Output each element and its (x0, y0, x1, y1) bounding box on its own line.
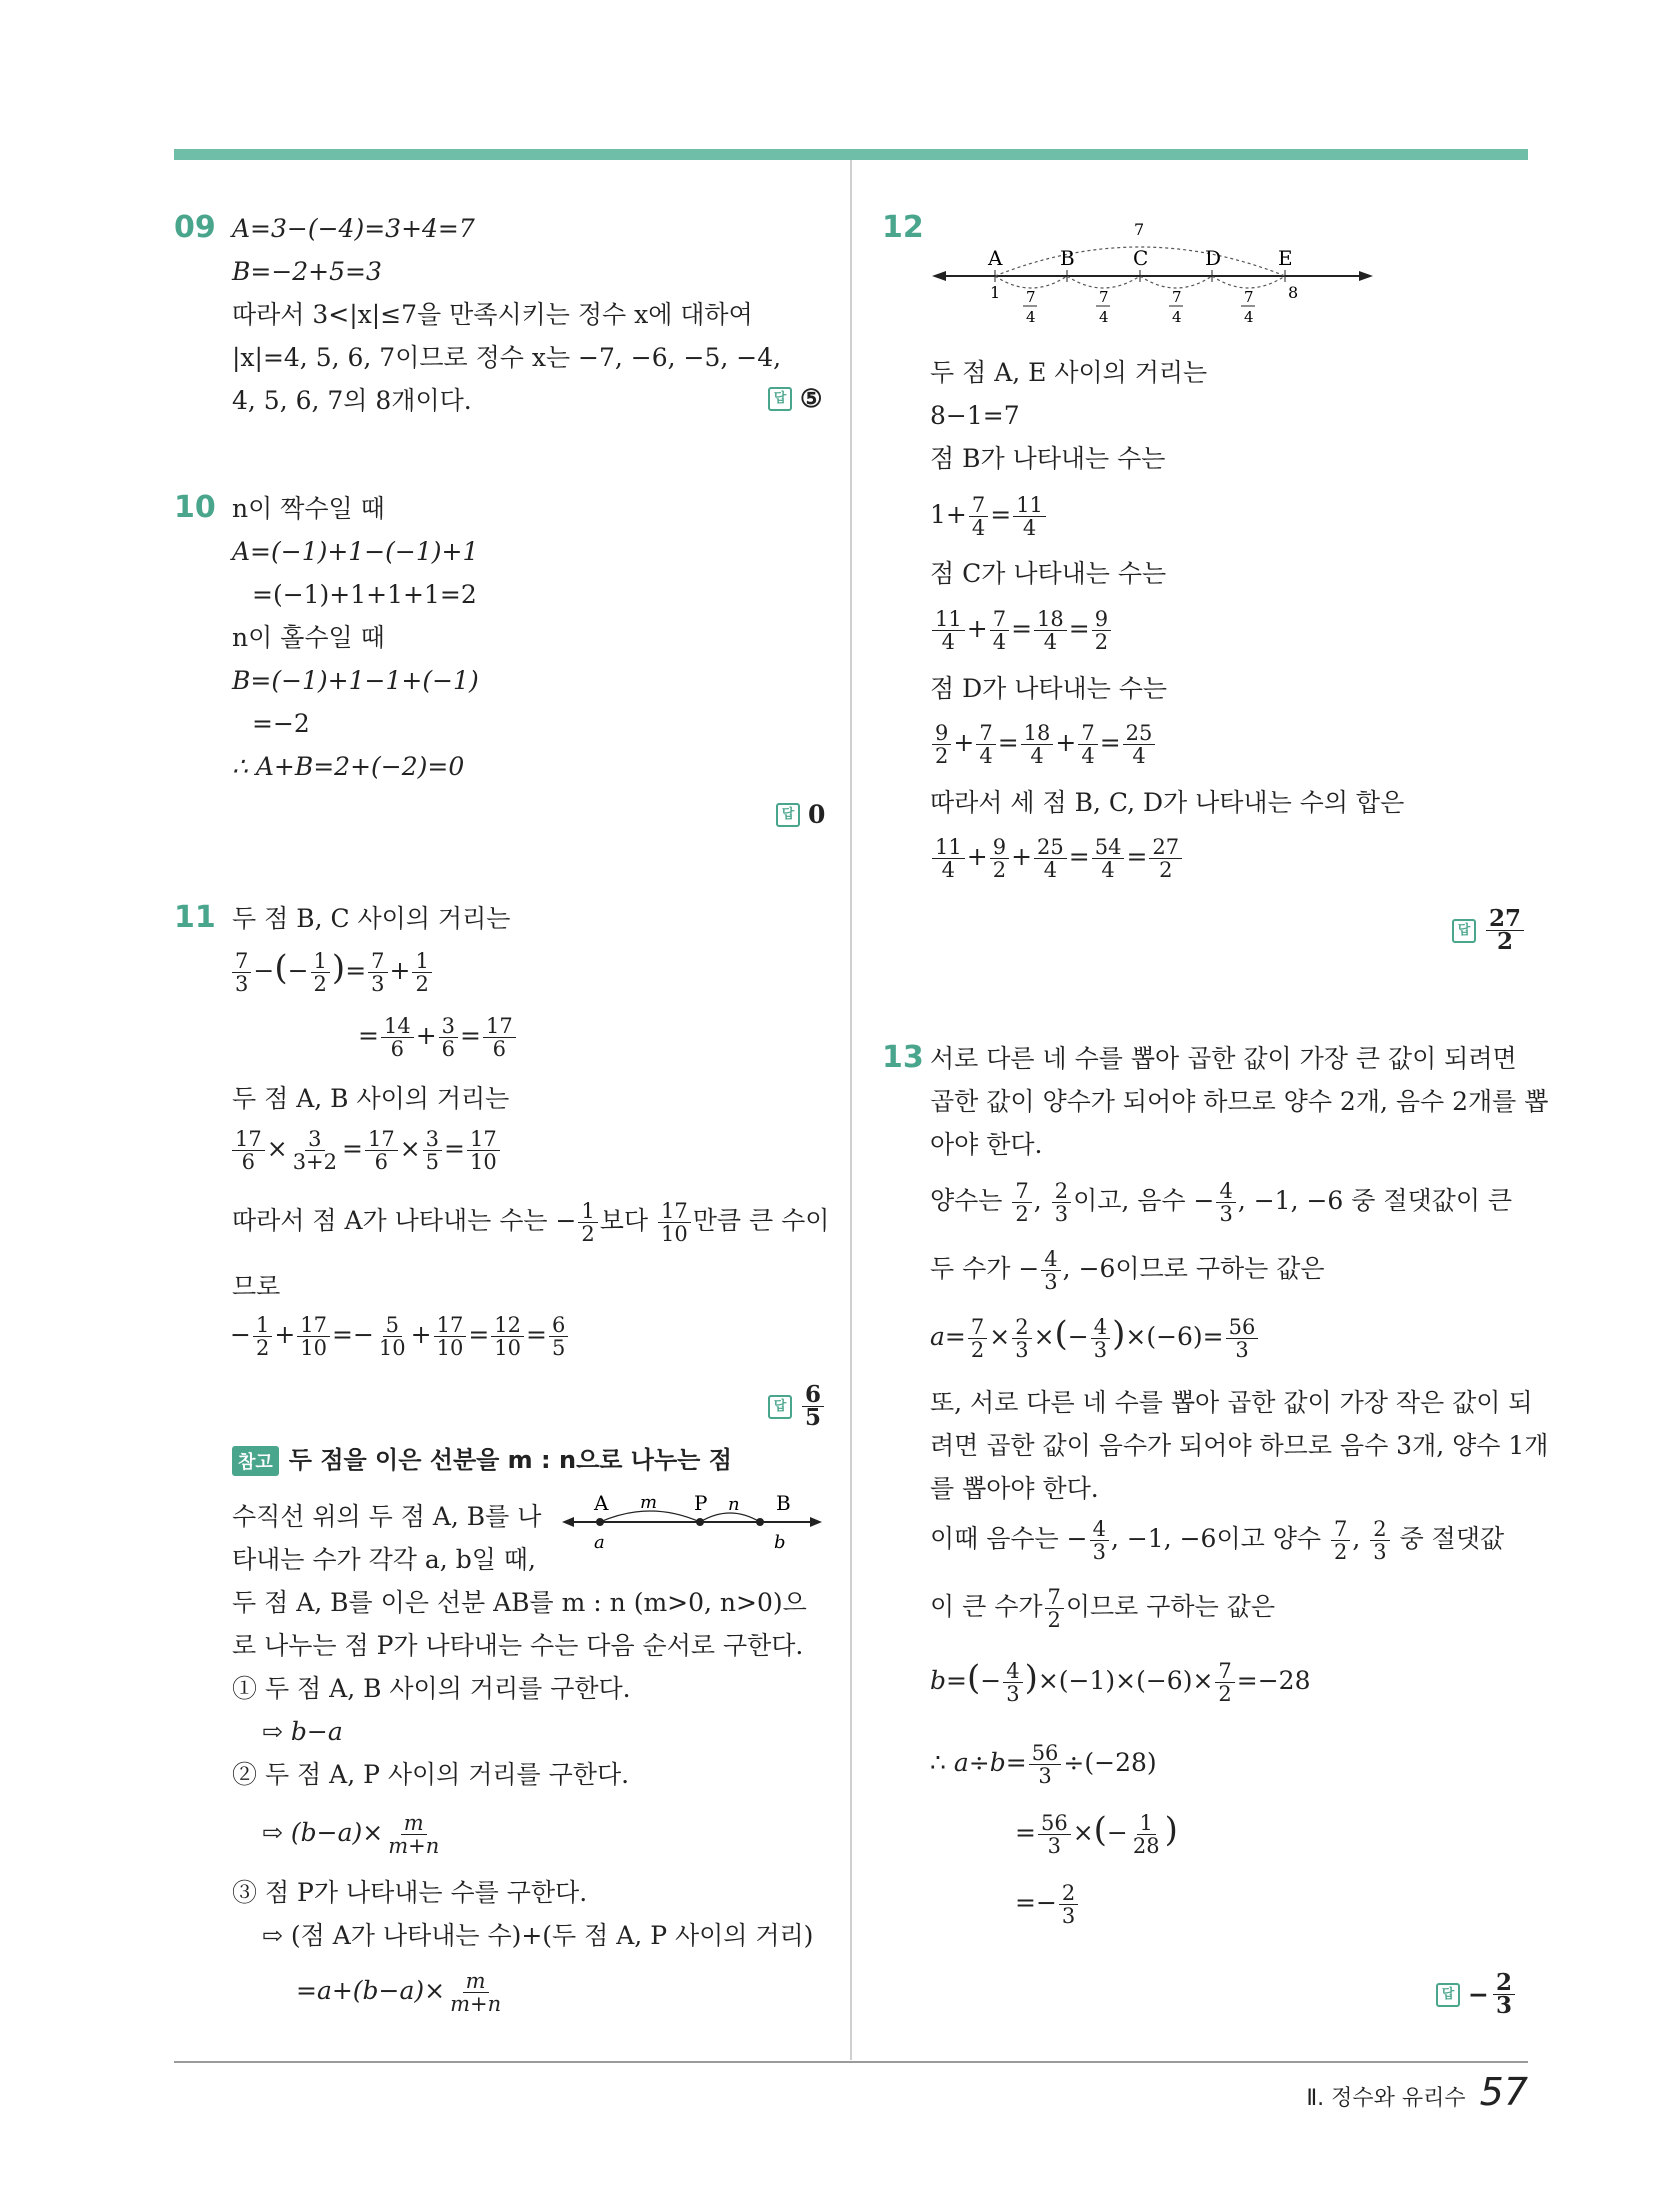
p11-eq-4: − $\frac{1}{2}$ + $\frac{17}{10}$ =− $\frac{5}{10}$ + $\frac{17}{10}$ = $\frac{12}{10}$ = $\frac{6}{5}$ (230, 1314, 570, 1359)
p11-answer: 답 $\frac{6}{5}$ (768, 1384, 826, 1429)
p13-line-2: 곱한 값이 양수가 되어야 하므로 양수 2개, 음수 2개를 뽑 (930, 1087, 1549, 1116)
column-divider (850, 160, 852, 2060)
fig-total-distance: 7 (1134, 220, 1145, 239)
bottom-rule (174, 2061, 1528, 2063)
note-line-1: 수직선 위의 두 점 A, B를 나 (232, 1502, 542, 1531)
note-step-3: ③ 점 P가 나타내는 수를 구한다. (232, 1878, 588, 1907)
p11-line-1: 두 점 B, C 사이의 거리는 (232, 904, 511, 933)
p13-eq-div-1: ∴ a÷b= $\frac{56}{3}$ ÷(−28) (930, 1741, 1157, 1788)
p11-eq-2: = $\frac{14}{6}$ + $\frac{3}{6}$ = $\frac{17}{6}$ (358, 1015, 518, 1060)
p10-line-4: n이 홀수일 때 (232, 623, 385, 652)
p13-eq-div-3: =− $\frac{2}{3}$ (1015, 1882, 1080, 1927)
fig-label-A: A (594, 1491, 609, 1515)
problem-10-number: 10 (174, 490, 216, 525)
p12-line-5: 점 C가 나타내는 수는 (930, 559, 1167, 588)
p11-eq-1: $\frac{7}{3}$ −(− $\frac{1}{2}$ )= $\frac{7}{3}$ + $\frac{1}{2}$ (230, 950, 434, 995)
p09-line-3: 따라서 3<|x|≤7을 만족시키는 정수 x에 대하여 (232, 300, 753, 329)
svg-text:7: 7 (1026, 288, 1036, 306)
p11-eq-3: $\frac{17}{6}$ × $\frac{3}{3+2}$ = $\frac{17}{6}$ × $\frac{3}{5}$ = $\frac{17}{10}$ (230, 1128, 502, 1173)
fig-label-m: m (640, 1492, 658, 1513)
answer-icon: 답 (1452, 919, 1476, 943)
problem-12-number: 12 (882, 210, 924, 245)
p12-line-2: 8−1=7 (930, 401, 1020, 430)
fig-coord-left: 1 (990, 283, 1001, 302)
number-line-figure (930, 218, 1375, 333)
p10-line-2: A=(−1)+1−(−1)+1 (232, 537, 479, 566)
svg-text:7: 7 (1099, 288, 1109, 306)
note-line-2: 타내는 수가 각각 a, b일 때, (232, 1545, 536, 1574)
p10-line-6: =−2 (252, 709, 310, 738)
p13-line-8: 려면 곱한 값이 음수가 되어야 하므로 음수 3개, 양수 1개 (930, 1431, 1549, 1460)
note-step-2-result: ⇨ (b−a)× $\frac{m}{m+n}$ (262, 1811, 440, 1858)
fig-point-E: E (1278, 246, 1293, 270)
fig-label-n: n (728, 1494, 740, 1515)
note-header: 참고 두 점을 이은 선분을 m : n으로 나누는 점 (232, 1440, 732, 1476)
p13-line-3: 아야 한다. (930, 1130, 1043, 1159)
p12-line-3: 점 B가 나타내는 수는 (930, 444, 1166, 473)
p13-eq-b: b=(− $\frac{4}{3}$ )×(−1)×(−6)× $\frac{7}{2}$ =−28 (930, 1658, 1311, 1706)
p13-line-11: 이 큰 수가 $\frac{7}{2}$ 이므로 구하는 값은 (930, 1585, 1275, 1632)
p12-eq-B: 1+ $\frac{7}{4}$ = $\frac{11}{4}$ (930, 494, 1048, 539)
problem-09-number: 09 (174, 210, 216, 245)
p09-line-1: A=3−(−4)=3+4=7 (232, 214, 475, 243)
problem-11-number: 11 (174, 900, 216, 935)
p12-eq-D: $\frac{9}{2}$ + $\frac{7}{4}$ = $\frac{18}{4}$ + $\frac{7}{4}$ = $\frac{25}{4}$ (930, 722, 1157, 767)
p12-eq-C: $\frac{11}{4}$ + $\frac{7}{4}$ = $\frac{18}{4}$ = $\frac{9}{2}$ (930, 608, 1113, 653)
p13-line-10: 이때 음수는 − $\frac{4}{3}$ , −1, −6이고 양수 $\frac{7}{2}$ , $\frac{2}{3}$ 중 절댓값 (930, 1517, 1505, 1564)
p11-line-5: 따라서 점 A가 나타내는 수는 − $\frac{1}{2}$ 보다 $\frac{17}{10}$ 만큼 큰 수이 (232, 1199, 830, 1246)
note-step-2: ② 두 점 A, P 사이의 거리를 구한다. (232, 1760, 630, 1789)
fig-label-b: b (774, 1532, 786, 1553)
svg-text:4: 4 (1026, 308, 1036, 326)
p11-line-3: 두 점 A, B 사이의 거리는 (232, 1084, 510, 1113)
page-number: 57 (1479, 2070, 1528, 2114)
p10-answer: 답 0 (776, 800, 825, 829)
p09-line-4: |x|=4, 5, 6, 7이므로 정수 x는 −7, −6, −5, −4, (232, 343, 782, 372)
p12-line-7: 점 D가 나타내는 수는 (930, 674, 1168, 703)
svg-text:7: 7 (1244, 288, 1254, 306)
answer-icon: 답 (768, 1395, 792, 1419)
p13-line-7: 또, 서로 다른 네 수를 뽑아 곱한 값이 가장 작은 값이 되 (930, 1388, 1533, 1417)
svg-text:4: 4 (1172, 308, 1182, 326)
fig-point-D: D (1205, 246, 1222, 270)
p10-line-5: B=(−1)+1−1+(−1) (232, 666, 479, 695)
p09-answer: 답 ⑤ (768, 384, 822, 413)
fig-label-B: B (776, 1491, 791, 1515)
answer-icon: 답 (1436, 1983, 1460, 2007)
note-line-4: 로 나누는 점 P가 나타내는 수는 다음 순서로 구한다. (232, 1631, 804, 1660)
p13-answer: 답 − $\frac{2}{3}$ (1436, 1972, 1517, 2017)
answer-icon: 답 (768, 387, 792, 411)
p13-line-1: 서로 다른 네 수를 뽑아 곱한 값이 가장 큰 값이 되려면 (930, 1044, 1517, 1073)
p12-line-9: 따라서 세 점 B, C, D가 나타내는 수의 합은 (930, 788, 1405, 817)
p10-line-3: =(−1)+1+1+1=2 (252, 580, 477, 609)
p12-answer: 답 $\frac{27}{2}$ (1452, 908, 1526, 953)
p09-line-5: 4, 5, 6, 7의 8개이다. (232, 386, 472, 415)
p10-line-7: ∴ A+B=2+(−2)=0 (232, 752, 465, 781)
p13-line-5: 두 수가 − $\frac{4}{3}$ , −6이므로 구하는 값은 (930, 1247, 1325, 1294)
note-step-1: ① 두 점 A, B 사이의 거리를 구한다. (232, 1674, 631, 1703)
page-footer (1306, 2070, 1528, 2114)
note-step-3-formula: =a+(b−a)× $\frac{m}{m+n}$ (296, 1969, 502, 2016)
p09-line-2: B=−2+5=3 (232, 257, 382, 286)
p10-line-1: n이 짝수일 때 (232, 494, 385, 523)
problem-13-number: 13 (882, 1040, 924, 1075)
p13-line-4: 양수는 $\frac{7}{2}$ , $\frac{2}{3}$ 이고, 음수 − $\frac{4}{3}$ , −1, −6 중 절댓값이 큰 (930, 1179, 1513, 1226)
svg-text:4: 4 (1099, 308, 1109, 326)
p13-eq-div-2: = $\frac{56}{3}$ ×(− $\frac{1}{28}$ ) (1015, 1810, 1178, 1858)
fig-coord-right: 8 (1288, 283, 1299, 302)
p12-line-1: 두 점 A, E 사이의 거리는 (930, 358, 1208, 387)
fig-point-A: A (988, 246, 1003, 270)
note-step-1-result: ⇨ b−a (262, 1717, 343, 1746)
note-tag: 참고 (232, 1446, 279, 1476)
fig-label-P: P (694, 1491, 708, 1515)
chapter-label: Ⅱ. 정수와 유리수 (1306, 2086, 1466, 2111)
top-accent-bar (174, 149, 1528, 160)
p12-eq-sum: $\frac{11}{4}$ + $\frac{9}{2}$ + $\frac{25}{4}$ = $\frac{54}{4}$ = $\frac{27}{2}$ (930, 836, 1184, 881)
segment-division-figure (560, 1490, 825, 1560)
note-step-3-result: ⇨ (점 A가 나타내는 수)+(두 점 A, P 사이의 거리) (262, 1921, 814, 1950)
svg-text:7: 7 (1172, 288, 1182, 306)
fig-point-C: C (1133, 246, 1149, 270)
fig-label-a: a (594, 1532, 605, 1553)
p13-eq-a: a= $\frac{7}{2}$ × $\frac{2}{3}$ ×(− $\frac{4}{3}$ )×(−6)= $\frac{56}{3}$ (930, 1316, 1260, 1361)
svg-text:4: 4 (1244, 308, 1254, 326)
note-line-3: 두 점 A, B를 이은 선분 AB를 m : n (m>0, n>0)으 (232, 1588, 807, 1617)
p11-line-6: 므로 (232, 1272, 281, 1301)
answer-icon: 답 (776, 803, 800, 827)
fig-point-B: B (1060, 246, 1075, 270)
p13-line-9: 를 뽑아야 한다. (930, 1474, 1099, 1503)
